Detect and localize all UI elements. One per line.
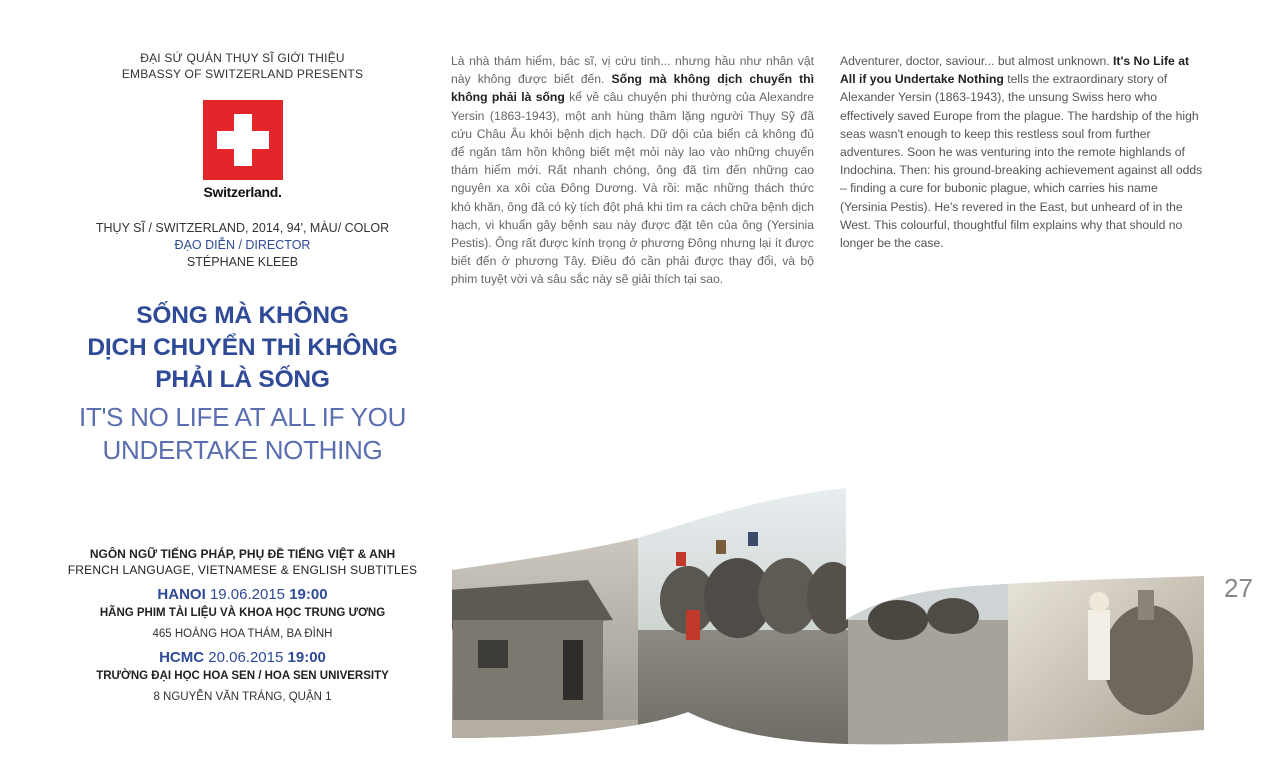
screening-time: 19:00	[289, 586, 328, 603]
hanoi-address: 465 HOÀNG HOA THÁM, BA ĐÌNH	[152, 628, 333, 640]
logo-label: Switzerland.	[203, 184, 282, 200]
director-label: ĐẠO DIỄN / DIRECTOR	[174, 238, 311, 252]
director-name: STÉPHANE KLEEB	[186, 255, 299, 269]
presenter-block	[40, 50, 445, 82]
title-en-line: UNDERTAKE NOTHING	[102, 435, 383, 465]
language-en: FRENCH LANGUAGE, VIETNAMESE & ENGLISH SUBTITLES	[67, 563, 418, 577]
hanoi-screening	[40, 585, 445, 604]
presenter-vi: ĐẠI SỨ QUÁN THỤY SĨ GIỚI THIỆU	[140, 51, 345, 65]
synopsis-text: Là nhà thám hiểm, bác sĩ, vị cứu tinh... nhưng hầu như nhân vật này không được biết đến.	[451, 54, 814, 87]
title-vi-line: SỐNG MÀ KHÔNG	[136, 302, 349, 329]
film-strip-collage	[448, 480, 1208, 750]
synopsis-title: It's No Life at All if you Undertake Nothing	[840, 54, 1190, 87]
presenter-en: EMBASSY OF SWITZERLAND PRESENTS	[121, 67, 364, 81]
film-meta: THỤY SĨ / SWITZERLAND, 2014, 94', MÀU/ COLOR	[95, 221, 390, 235]
screening-date: 20.06.2015	[208, 649, 284, 666]
title-vi-line: DỊCH CHUYỂN THÌ KHÔNG	[87, 334, 398, 361]
synopsis-text: kể về câu chuyện phi thường của Alexandre Yersin (1863-1943), một anh hùng thầm lặng người Thụy Sỹ đã cứu Châu Âu khỏi bệnh dịch hạch. Dữ dội của biển cả không đủ để ngăn tâm hồn không biết mệt mỏi này lao vào những chuyến thám hiểm mới. Rất nhanh chóng, ông đã tìm đến những cao nguyên xa xôi của Đông Dương. Và rồi: mặc những thách thức khó khăn, ông đã có kỳ tích đột phá khi tìm ra cách chữa bệnh dịch hạch, vi khuẩn gây bệnh sau này được đặt tên của ông (Yersinia Pestis). Ông rất được kính trọng ở phương Đông nhưng lại ít được biết đến ở phương Tây. Điều đó cần phải được thay đổi, và bộ phim tuyệt vời và sâu sắc này sẽ giải thích tại sao.	[451, 90, 814, 287]
hcmc-venue: TRƯỜNG ĐẠI HỌC HOA SEN / HOA SEN UNIVERSITY	[96, 670, 389, 682]
synopsis-title: Sống mà không dịch chuyển thì không phải là sống	[451, 72, 814, 105]
city-name: HCMC	[159, 649, 205, 666]
screening-date: 19.06.2015	[209, 586, 286, 603]
film-info-column	[40, 50, 445, 467]
language-vi: NGÔN NGỮ TIẾNG PHÁP, PHỤ ĐỀ TIẾNG VIỆT & ANH	[89, 547, 396, 561]
synopsis-vi	[451, 52, 814, 289]
title-vi-line: PHẢI LÀ SỐNG	[155, 366, 330, 393]
screening-info	[40, 546, 445, 705]
city-name: HANOI	[157, 586, 206, 603]
synopsis-text: Adventurer, doctor, saviour... but almost unknown.	[840, 54, 1114, 68]
screening-time: 19:00	[287, 649, 326, 666]
swiss-flag-icon	[203, 100, 283, 180]
film-title-vi	[40, 300, 445, 396]
hanoi-venue: HÃNG PHIM TÀI LIỆU VÀ KHOA HỌC TRUNG ƯƠNG	[99, 607, 386, 619]
title-en-line: IT'S NO LIFE AT ALL IF YOU	[78, 402, 407, 432]
page-number: 27	[1224, 573, 1253, 603]
synopsis-en	[840, 52, 1203, 252]
film-title-en	[40, 401, 445, 467]
hcmc-screening	[40, 648, 445, 667]
synopsis-text: tells the extraordinary story of Alexander Yersin (1863-1943), the unsung Swiss hero who effectively saved Europe from the plague. The hardship of the high seas wasn't enough to keep this restless soul from further adventures. Soon he was venturing into the remote highlands of Indochina. Then: his ground-breaking achievement against all odds – finding a cure for bubonic plague, which carries his name (Yersinia Pestis). He's revered in the East, but unheard of in the West. This colourful, thoughtful film explains why that should no longer be the case.	[840, 72, 1203, 251]
hcmc-address: 8 NGUYỄN VĂN TRÁNG, QUẬN 1	[153, 691, 332, 703]
switzerland-logo	[198, 100, 288, 200]
